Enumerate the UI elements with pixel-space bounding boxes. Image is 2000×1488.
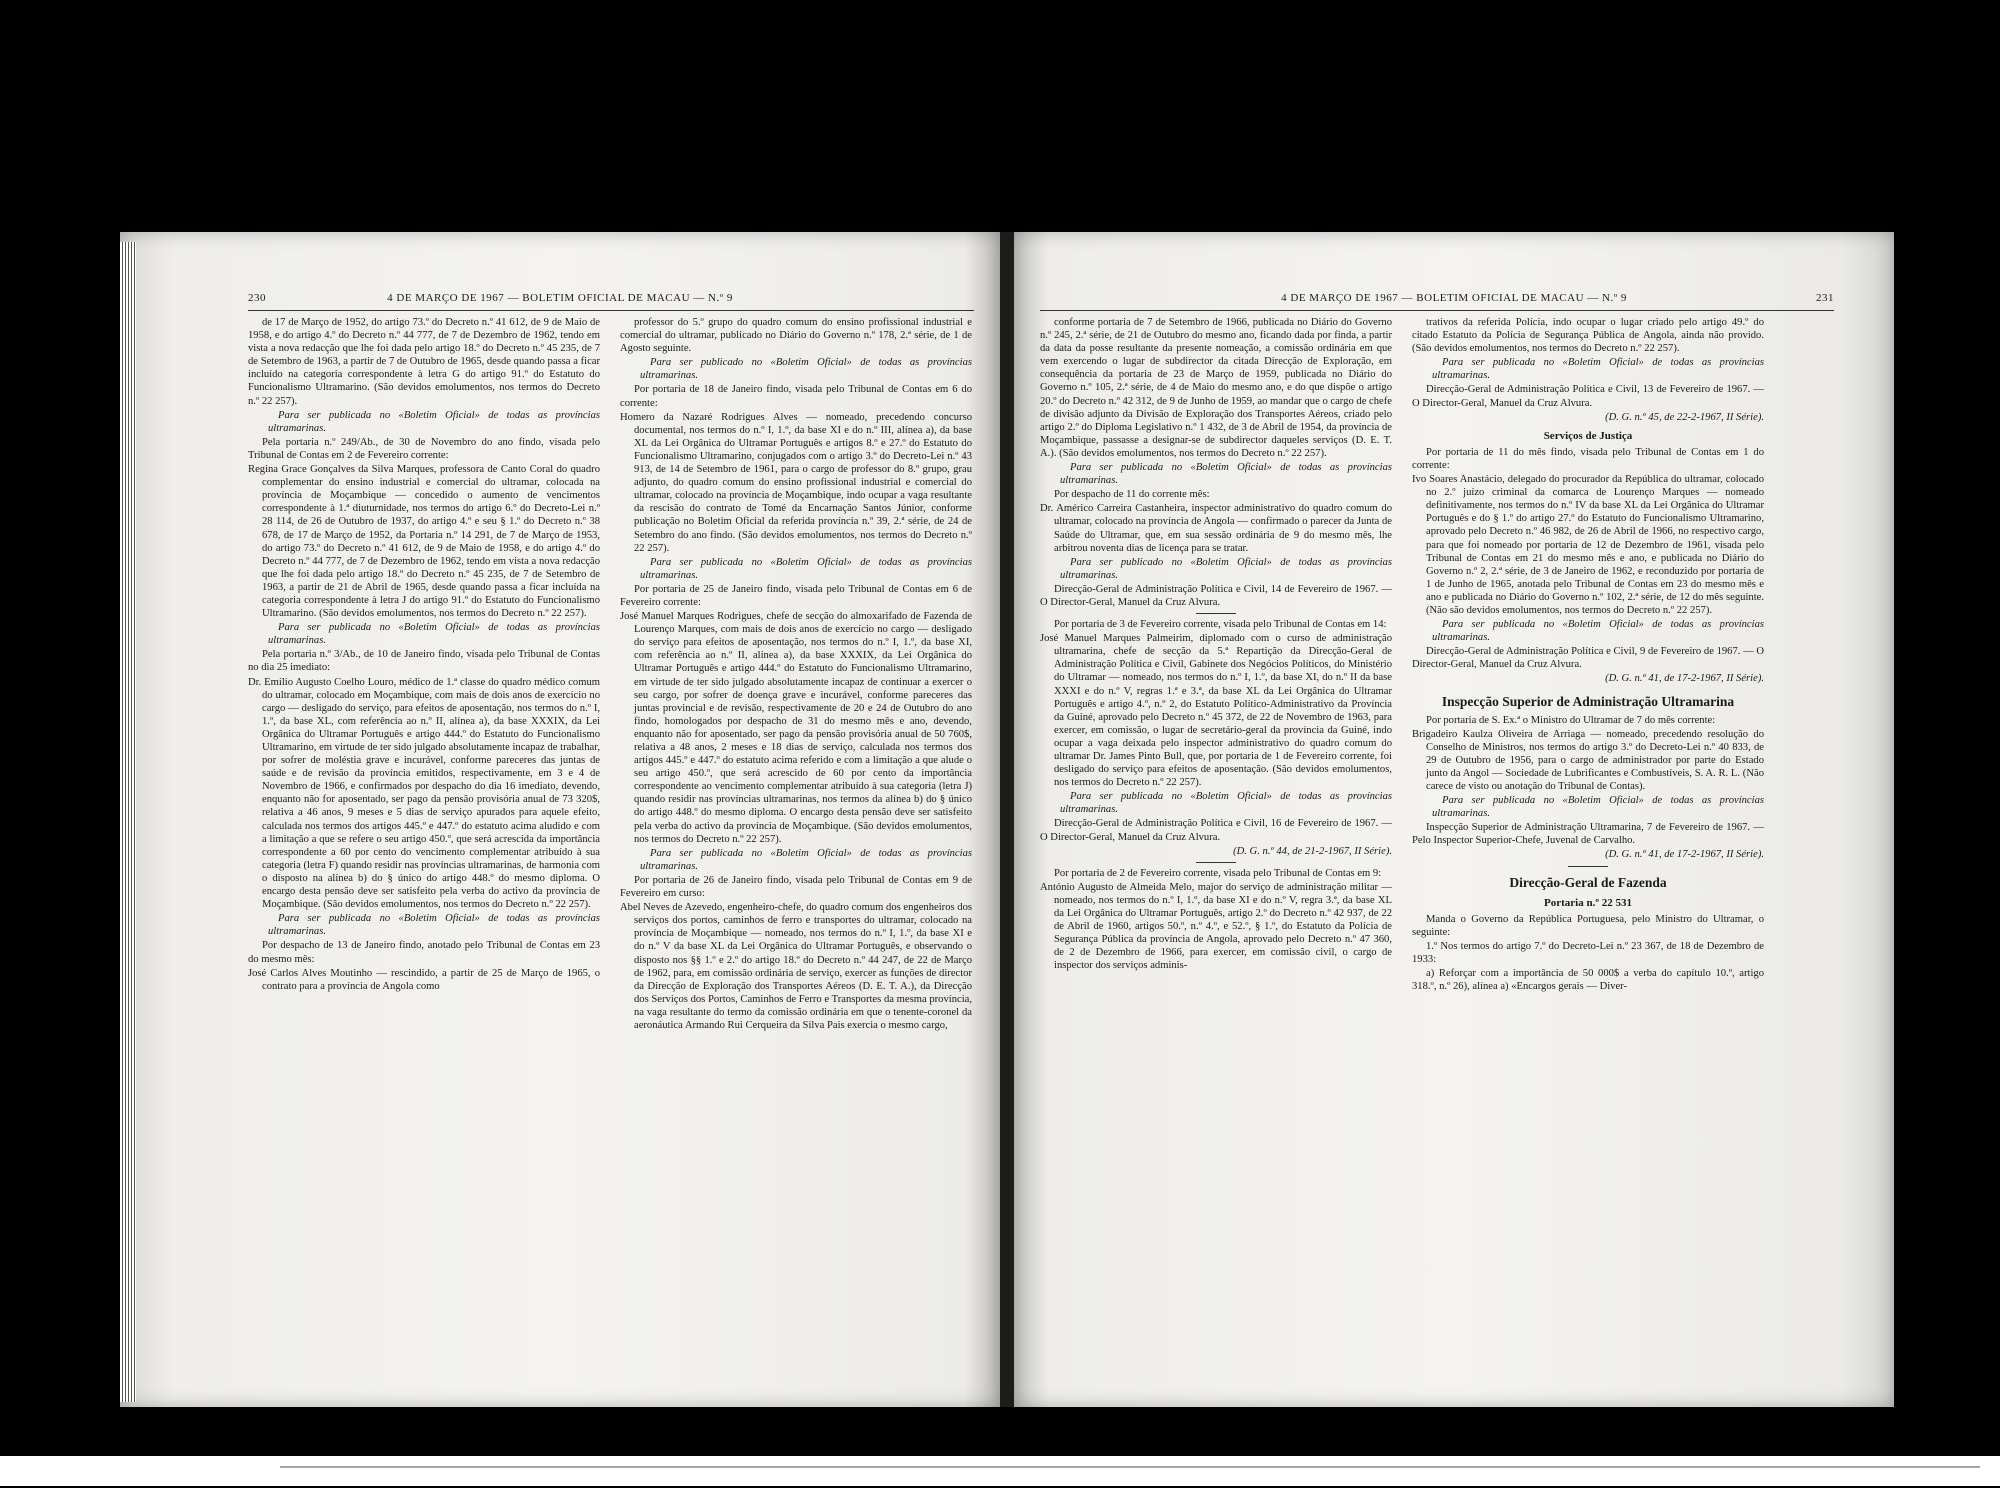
paragraph: conforme portaria de 7 de Setembro de 1966, publicada no Diário do Governo n.º 245, 2.ª série, de 21 de Outubro do mesmo ano, ficando dada por finda, a partir da data da posse resultante da presente nomeação, a comissão ordinária em que vem exercendo o lugar de subdirector da citada Direcção de Exploração, em consequência da portaria de 23 de Março de 1959, publicada no Diário do Governo n.º 105, 2.ª série, de 4 de Maio do mesmo ano, e do que dispõe o artigo 20.º do Decreto n.º 42 312, de 9 de Junho de 1959, ao mandar que o cargo de chefe de divisão adjunto da Divisão de Exploração dos Transportes Aéreos, criado pelo artigo 2.º do Diploma Legislativo n.º 1 432, de 3 de Abril de 1954, da província de Moçambique, passasse a designar-se de subdirector daqueles serviços (D. E. T. A.). (São devidos emolumentos, nos termos do Decreto n.º 22 257). bbox=[1040, 317, 1392, 459]
section-heading: Inspecção Superior de Administração Ultramarina bbox=[1441, 693, 1735, 709]
gazette-citation: (D. G. n.º 41, de 17-2-1967, II Série). bbox=[1605, 673, 1764, 685]
publication-note: Para ser publicada no «Boletim Oficial» de todas as províncias ultramarinas. bbox=[268, 913, 600, 938]
left-page-running-title: 4 DE MARÇO DE 1967 — BOLETIM OFICIAL DE MACAU — N.º 9 bbox=[387, 292, 733, 304]
paragraph: professor do 5.º grupo do quadro comum do ensino profissional industrial e comercial do ultramar, publicado no Diário do Governo n.º 178, 2.ª série, de 1 de Agosto seguinte. bbox=[620, 317, 972, 355]
publication-note: Para ser publicada no «Boletim Oficial» de todas as províncias ultramarinas. bbox=[640, 847, 972, 872]
section-divider bbox=[1196, 862, 1236, 863]
paragraph: Por portaria de 3 de Fevereiro corrente, visada pelo Tribunal de Contas em 14: bbox=[1054, 619, 1387, 631]
appointment-entry: Regina Grace Gonçalves da Silva Marques, professora de Canto Coral do quadro complementar do ensino industrial e comercial do ultramar, colocada na província de Moçambique — concedido o aumento de vencimentos correspondente à 1.ª diuturnidade, nos termos do artigo 6.º do Decreto-Lei n.º 28 114, de 26 de Outubro de 1937, do artigo 4.º e seu § 1.º do Decreto n.º 38 678, de 17 de Março de 1952, da Portaria n.º 14 291, de 7 de Março de 1953, do artigo 73.º do Decreto n.º 41 612, de 9 de Maio de 1958, e do artigo 4.º do Decreto n.º 44 777, de 7 de Dezembro de 1962, tendo em vista a nova redacção que lhe foi dada pelo artigo 18.º do Decreto n.º 45 235, de 7 de Setembro de 1963, a partir de 21 de Abril de 1965, desde quando passa a ficar incluída na categoria correspondente à letra J do artigo 91.º do Estatuto do Funcionalismo Ultramarino. (São devidos emolumentos, nos termos do Decreto n.º 22 257). bbox=[248, 464, 600, 620]
gazette-citation: (D. G. n.º 41, de 17-2-1967, II Série). bbox=[1605, 849, 1764, 861]
open-book bbox=[112, 232, 1920, 1407]
paragraph: Por portaria de S. Ex.ª o Ministro do Ultramar de 7 do mês corrente: bbox=[1426, 714, 1716, 726]
right-page-header bbox=[1014, 292, 1894, 308]
right-column-2 bbox=[1412, 316, 1764, 994]
right-column-1 bbox=[1040, 316, 1392, 974]
paragraph: Pela portaria n.º 249/Ab., de 30 de Novembro do ano findo, visada pelo Tribunal de Contas em 2 de Fevereiro corrente: bbox=[248, 436, 600, 461]
paragraph: Pela portaria n.º 3/Ab., de 10 de Janeiro findo, visada pelo Tribunal de Contas no dia 25 imediato: bbox=[248, 649, 600, 674]
paragraph: Por portaria de 2 de Fevereiro corrente, visada pelo Tribunal de Contas em 9: bbox=[1054, 867, 1382, 879]
gazette-citation: (D. G. n.º 45, de 22-2-1967, II Série). bbox=[1605, 411, 1764, 423]
left-page-number: 230 bbox=[248, 292, 266, 304]
paragraph: Por portaria de 18 de Janeiro findo, visada pelo Tribunal de Contas em 6 do corrente: bbox=[620, 384, 972, 409]
paragraph: Por despacho de 13 de Janeiro findo, anotado pelo Tribunal de Contas em 23 do mesmo mês: bbox=[248, 940, 600, 965]
appointment-entry: Brigadeiro Kaulza Oliveira de Arriaga — nomeado, precedendo resolução do Conselho de Ministros, nos termos do artigo 3.º do Decreto-Lei n.º 40 833, de 29 de Outubro de 1956, para o cargo de administrador por parte do Estado junto da Angol — Sociedade de Lubrificantes e Combustíveis, S. A. R. L. (Não carece de visto ou anotação do Tribunal de Contas). bbox=[1412, 728, 1764, 792]
left-page-header bbox=[120, 292, 1000, 308]
paragraph: Direcção-Geral de Administração Política e Civil, 9 de Fevereiro de 1967. — O Director-Geral, Manuel da Cruz Alvura. bbox=[1412, 646, 1764, 671]
paragraph: Inspecção Superior de Administração Ultramarina, 7 de Fevereiro de 1967. — Pelo Inspector Superior-Chefe, Juvenal de Carvalho. bbox=[1412, 822, 1764, 847]
paragraph: Manda o Governo da República Portuguesa, pelo Ministro do Ultramar, o seguinte: bbox=[1412, 913, 1764, 938]
paragraph: Direcção-Geral de Administração Política e Civil, 13 de Fevereiro de 1967. — O Director-Geral, Manuel da Cruz Alvura. bbox=[1412, 384, 1764, 409]
right-header-rule bbox=[1040, 310, 1834, 311]
left-page bbox=[120, 232, 1000, 1407]
appointment-entry: José Manuel Marques Palmeirim, diplomado com o curso de administração ultramarina, chefe de secção da 5.ª Repartição da Direcção-Geral de Administração Política e Civil, Gabinete dos Negócios Políticos, do Ministério do Ultramar — nomeado, nos termos do n.º I, 1.º, da base XI, do n.º II da base XXXI e do n.º V, regras 1.ª e 3.ª, da base XL da Lei Orgânica do Ultramar Português e artigo 4.º, n.º 2, do Estatuto Político-Administrativo da Província da Guiné, aprovado pelo Decreto n.º 45 372, de 22 de Novembro de 1963, para exercer, em comissão, o lugar de secretário-geral da província da Guiné, indo ocupar a vaga deixada pelo inspector administrativo do quadro comum do ultramar Dr. James Pinto Bull, que, por portaria de 1 de Fevereiro corrente, foi desligado do serviço para efeitos de aposentação. (São devidos emolumentos, nos termos do Decreto n.º 22 257). bbox=[1040, 633, 1392, 789]
paragraph: Por despacho de 11 do corrente mês: bbox=[1054, 489, 1210, 501]
publication-note: Para ser publicada no «Boletim Oficial» de todas as províncias ultramarinas. bbox=[1060, 791, 1392, 816]
left-page-edges bbox=[120, 242, 136, 1402]
left-column-1 bbox=[248, 316, 600, 994]
paragraph: Por portaria de 11 do mês findo, visada pelo Tribunal de Contas em 1 do corrente: bbox=[1412, 446, 1764, 471]
paragraph: Por portaria de 25 de Janeiro findo, visada pelo Tribunal de Contas em 6 de Fevereiro corrente: bbox=[620, 583, 972, 608]
appointment-entry: Abel Neves de Azevedo, engenheiro-chefe, do quadro comum dos engenheiros dos serviços dos portos, caminhos de ferro e transportes do ultramar, colocado na província de Moçambique — nomeado, nos termos do n.º I, 1.º, da base XI e do n.º V da base XL da Lei Orgânica do Ultramar Português, e observando o disposto nos §§ 1.º e 2.º do artigo 18.º do Decreto n.º 44 247, de 22 de Março de 1962, para, em comissão ordinária de serviço, exercer as funções de director da Direcção de Exploração dos Transportes Aéreos (D. E. T. A.), da Direcção dos Serviços dos Portos, Caminhos de Ferro e Transportes da mesma província, na vaga resultante do termo da comissão ordinária em que o tenente-coronel da aeronáutica Armando Rui Cerqueira da Silva Pais exercia o mesmo cargo, bbox=[620, 902, 972, 1031]
section-divider bbox=[1568, 866, 1608, 867]
appointment-entry: José Manuel Marques Rodrigues, chefe de secção do almoxarifado de Fazenda de Lourenço Marques, com mais de dois anos de exercício no cargo — desligado do serviço para efeitos de aposentação, nos termos do n.º I, 1.º, da base XI, com referência ao n.º II, alínea a), da base XXXIX, da Lei Orgânica do Ultramar Português e artigo 444.º do Estatuto do Funcionalismo Ultramarino, em virtude de ter sido julgado absolutamente incapaz de continuar a exercer o seu cargo, por sofrer de doença grave e incurável, conforme pareceres das juntas provincial e de revisão, respectivamente de 20 e 24 de Outubro do ano findo, homologados por despacho de 31 do mesmo mês e ano, devendo, enquanto não for aposentado, ser pago da pensão provisória anual de 50 760$, relativa a 48 anos, 2 meses e 18 dias de serviço, calculada nos termos dos artigos 445.º e 447.º do estatuto acima referido e com a limitação a que alude o seu artigo 450.º, que será acrescido de 60 por cento da importância correspondente ao vencimento complementar atribuído à sua categoria (letra J) quando residir nas províncias ultramarinas, nos termos da alínea b) do § único do artigo 448.º do mesmo diploma. O encargo desta pensão deve ser satisfeito pela verba do activo da província de Moçambique. (São devidos emolumentos, nos termos do Decreto n.º 22 257). bbox=[620, 611, 972, 845]
publication-note: Para ser publicado no «Boletim Oficial» de todas as províncias ultramarinas. bbox=[640, 357, 972, 382]
right-page bbox=[1014, 232, 1894, 1407]
publication-note: Para ser publicada no «Boletim Oficial» de todas as províncias ultramarinas. bbox=[640, 556, 972, 581]
paragraph: 1.º Nos termos do artigo 7.º do Decreto-Lei n.º 23 367, de 18 de Dezembro de 1933: bbox=[1412, 940, 1764, 965]
appointment-entry: Dr. Américo Carreira Castanheira, inspector administrativo do quadro comum do ultramar, colocado na província de Angola — confirmado o parecer da Junta de Saúde do Ultramar, que, em sua sessão ordinária de 9 do mesmo mês, lhe arbitrou noventa dias de licença para se tratar. bbox=[1040, 503, 1392, 554]
book-gutter bbox=[1000, 232, 1014, 1407]
left-column-2 bbox=[620, 316, 972, 1033]
appointment-entry: Ivo Soares Anastácio, delegado do procurador da República do ultramar, colocado no 2.º juízo criminal da comarca de Lourenço Marques — nomeado definitivamente, nos termos do n.º IV da base XL da Lei Orgânica do Ultramar Português e do § 1.º do artigo 27.º do Estatuto do Funcionalismo Ultramarino, aprovado pelo Decreto n.º 46 982, de 26 de Abril de 1966, no respectivo cargo, para que foi nomeado por portaria de 12 de Dezembro de 1961, visada pelo Tribunal de Contas em 21 do mesmo mês e ano, e publicada no Diário do Governo n.º 2, 2.ª série, de 3 de Janeiro de 1962, e reconduzido por portaria de 1 de Junho de 1965, anotada pelo Tribunal de Contas em 23 do mesmo mês e ano e publicada no Diário do Governo n.º 102, 2.ª série, de 12 do mês seguinte. (Não são devidos emolumentos, nos termos do Decreto n.º 22 257). bbox=[1412, 474, 1764, 616]
section-divider bbox=[1196, 613, 1236, 614]
subsection-heading: Portaria n.º 22 531 bbox=[1544, 896, 1632, 909]
publication-note: Para ser publicado no «Boletim Oficial» de todas as províncias ultramarinas. bbox=[1060, 556, 1392, 581]
subsection-heading: Serviços de Justiça bbox=[1543, 429, 1633, 442]
publication-note: Para ser publicada no «Boletim Oficial» de todas as províncias ultramarinas. bbox=[1432, 619, 1764, 644]
appointment-entry: Dr. Emílio Augusto Coelho Louro, médico de 1.ª classe do quadro médico comum do ultramar, colocado em Moçambique, com mais de dois anos de exercício no cargo — desligado do serviço, para efeitos de aposentação, nos termos do n.º I, 1.º, da base XL, com referência ao n.º II, alínea a), da base XXXIX, da Lei Orgânica do Ultramar Português e artigo 444.º do Estatuto do Funcionalismo Ultramarino, em virtude de ter sido julgado absolutamente incapaz de trabalhar, por sofrer de moléstia grave e incurável, conforme pareceres das juntas de saúde e de revisão da província emitidos, respectivamente, em 3 e 4 de Novembro de 1966, e confirmados por despacho do dia 16 imediato, devendo, enquanto não for aposentado, ser pago da pensão provisória anual de 73 320$, relativa a 46 anos, 9 meses e 5 dias de serviço apurados para aquele efeito, calculada nos termos dos artigos 445.º e 447.º do estatuto acima aludido e com a limitação a que se refere o seu artigo 450.º, que será acrescida da importância correspondente a 60 por cento do vencimento complementar atribuído à sua categoria (letra F) quando residir nas províncias ultramarinas, de harmonia com o disposto na alínea b) do § único do artigo 448.º do mesmo diploma. O encargo desta pensão deve ser satisfeito pela verba do activo da província de Moçambique. (São devidos emolumentos, nos termos do Decreto n.º 22 257). bbox=[248, 676, 600, 911]
publication-note: Para ser publicada no «Boletim Oficial» de todas as províncias ultramarinas. bbox=[268, 409, 600, 434]
publication-note: Para ser publicada no «Boletim Oficial» de todas as províncias ultramarinas. bbox=[268, 622, 600, 647]
paragraph: Direcção-Geral de Administração Política e Civil, 16 de Fevereiro de 1967. — O Director-Geral, Manuel da Cruz Alvura. bbox=[1040, 818, 1392, 843]
paragraph: Por portaria de 26 de Janeiro findo, visada pelo Tribunal de Contas em 9 de Fevereiro em curso: bbox=[620, 874, 972, 900]
appointment-entry: José Carlos Alves Moutinho — rescindido, a partir de 25 de Março de 1965, o contrato para a província de Angola como bbox=[248, 967, 600, 992]
section-heading: Direcção-Geral de Fazenda bbox=[1509, 874, 1667, 890]
publication-note: Para ser publicada no «Boletim Oficial» de todas as províncias ultramarinas. bbox=[1060, 462, 1392, 487]
paragraph: trativos da referida Polícia, indo ocupar o lugar criado pelo artigo 49.º do citado Estatuto da Polícia de Segurança Pública de Angola, ainda não provido. (São devidos emolumentos, nos termos do Decreto n.º 22 257). bbox=[1412, 317, 1764, 355]
gazette-citation: (D. G. n.º 44, de 21-2-1967, II Série). bbox=[1233, 845, 1392, 857]
right-page-running-title: 4 DE MARÇO DE 1967 — BOLETIM OFICIAL DE MACAU — N.º 9 bbox=[1281, 292, 1627, 304]
paragraph: Direcção-Geral de Administração Política e Civil, 14 de Fevereiro de 1967. — O Director-Geral, Manuel da Cruz Alvura. bbox=[1040, 583, 1392, 608]
left-header-rule bbox=[248, 310, 974, 311]
appointment-entry: Homero da Nazaré Rodrigues Alves — nomeado, precedendo concurso documental, nos termos do n.º I, 1.º, da base XI e do n.º III, alínea a), da base XL da Lei Orgânica do Ultramar Português e artigos 8.º e 27.º do Estatuto do Funcionalismo Ultramarino, conjugados com o artigo 3.º do Decreto-Lei n.º 43 913, de 14 de Setembro de 1961, para o cargo de professor do 8.º grupo, grau adjunto, do quadro comum do ensino profissional industrial e comercial do ultramar, colocado na província de Moçambique, indo ocupar a vaga resultante da rescisão do contrato de Tomé da Encarnação Santos Júnior, conforme publicação no Boletim Oficial da referida província n.º 39, 2.ª série, de 24 de Setembro do ano findo. (São devidos emolumentos, nos termos do Decreto n.º 22 257). bbox=[620, 411, 972, 554]
right-page-number: 231 bbox=[1816, 292, 1834, 304]
bottom-scan-strip bbox=[0, 1456, 2000, 1486]
publication-note: Para ser publicada no «Boletim Oficial» de todas as províncias ultramarinas. bbox=[1432, 357, 1764, 382]
paragraph: de 17 de Março de 1952, do artigo 73.º do Decreto n.º 41 612, de 9 de Maio de 1958, e do artigo 4.º do Decreto n.º 44 777, de 7 de Dezembro de 1962, tendo em vista a nova redacção que lhe foi dada pelo artigo 18.º do Decreto n.º 45 235, de 7 de Setembro de 1963, a partir de 7 de Outubro de 1965, desde quando passa a ficar incluído na categoria correspondente à letra G do artigo 91.º do Estatuto do Funcionalismo Ultramarino. (São devidos emolumentos, nos termos do Decreto n.º 22 257). bbox=[248, 317, 600, 407]
publication-note: Para ser publicada no «Boletim Oficial» de todas as províncias ultramarinas. bbox=[1432, 795, 1764, 820]
paragraph: a) Reforçar com a importância de 50 000$ a verba do capítulo 10.º, artigo 318.º, n.º 26), alínea a) «Encargos gerais — Diver- bbox=[1412, 968, 1764, 993]
appointment-entry: António Augusto de Almeida Melo, major do serviço de administração militar — nomeado, nos termos do n.º I, 1.º, da base XI e do n.º V, regra 3.ª, da base XL da Lei Orgânica do Ultramar Português, artigo 2.º do Decreto n.º 42 937, de 22 de Abril de 1960, artigos 50.º, n.º 4.º, e 52.º, § 1.º, do Estatuto da Polícia de Segurança Pública da província de Angola, aprovado pelo Decreto n.º 47 360, de 2 de Dezembro de 1966, para exercer, em comissão civil, o cargo de inspector dos serviços adminis- bbox=[1040, 881, 1392, 972]
